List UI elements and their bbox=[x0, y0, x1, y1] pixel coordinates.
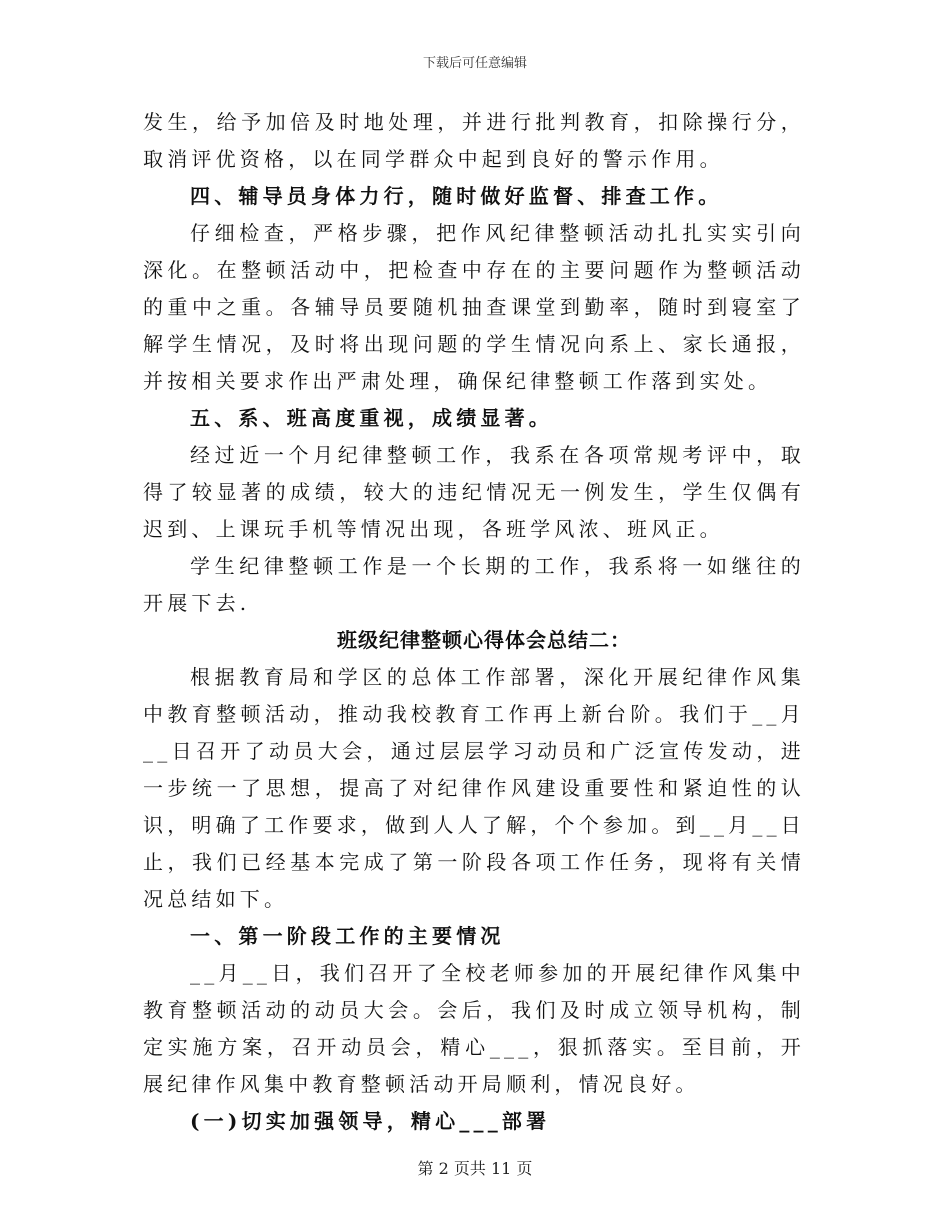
section-heading-4: 四、辅导员身体力行，随时做好监督、排查工作。 bbox=[190, 184, 723, 208]
page-footer: 第 2 页共 11 页 bbox=[417, 1159, 533, 1178]
paragraph-deployment: 根据教育局和学区的总体工作部署，深化开展纪律作风集中教育整顿活动，推动我校教育工作再上新台阶。我们于__月__日召开了动员大会，通过层层学习动员和广泛宣传发动，进一步统一了思想，提高了对纪律作风建设重要性和紧迫性的认识，明确了工作要求，做到人人了解，个个参加。到__月__日止，我们已经基本完成了第一阶段各项工作任务，现将有关情况总结如下。 bbox=[143, 665, 805, 911]
paragraph-continuation: 发生，给予加倍及时地处理，并进行批判教育，扣除操行分，取消评优资格，以在同学群众中起到良好的警示作用。 bbox=[143, 110, 805, 171]
subsection-heading-1: (一)切实加强领导，精心___部署 bbox=[190, 1109, 551, 1133]
section-heading-1: 一、第一阶段工作的主要情况 bbox=[190, 924, 505, 948]
summary-two-title: 班级纪律整顿心得体会总结二： bbox=[337, 628, 631, 652]
page-header: 下载后可任意编辑 bbox=[422, 56, 527, 71]
paragraph-mobilization: __月__日，我们召开了全校老师参加的开展纪律作风集中教育整顿活动的动员大会。会后，我们及时成立领导机构，制定实施方案，召开动员会，精心___，狠抓落实。至目前，开展纪律作风集中教育整顿活动开局顺利，情况良好。 bbox=[143, 961, 805, 1096]
document-body bbox=[143, 104, 805, 1140]
section-heading-5: 五、系、班高度重视，成绩显著。 bbox=[190, 406, 553, 430]
paragraph-results: 经过近一个月纪律整顿工作，我系在各项常规考评中，取得了较显著的成绩，较大的违纪情况无一例发生，学生仅偶有迟到、上课玩手机等情况出现，各班学风浓、班风正。 bbox=[143, 443, 805, 541]
paragraph-long-term: 学生纪律整顿工作是一个长期的工作，我系将一如继往的开展下去. bbox=[143, 554, 805, 615]
paragraph-inspection: 仔细检查，严格步骤，把作风纪律整顿活动扎扎实实引向深化。在整顿活动中，把检查中存在的主要问题作为整顿活动的重中之重。各辅导员要随机抽查课堂到勤率，随时到寝室了解学生情况，及时将出现问题的学生情况向系上、家长通报，并按相关要求作出严肃处理，确保纪律整顿工作落到实处。 bbox=[143, 221, 805, 393]
